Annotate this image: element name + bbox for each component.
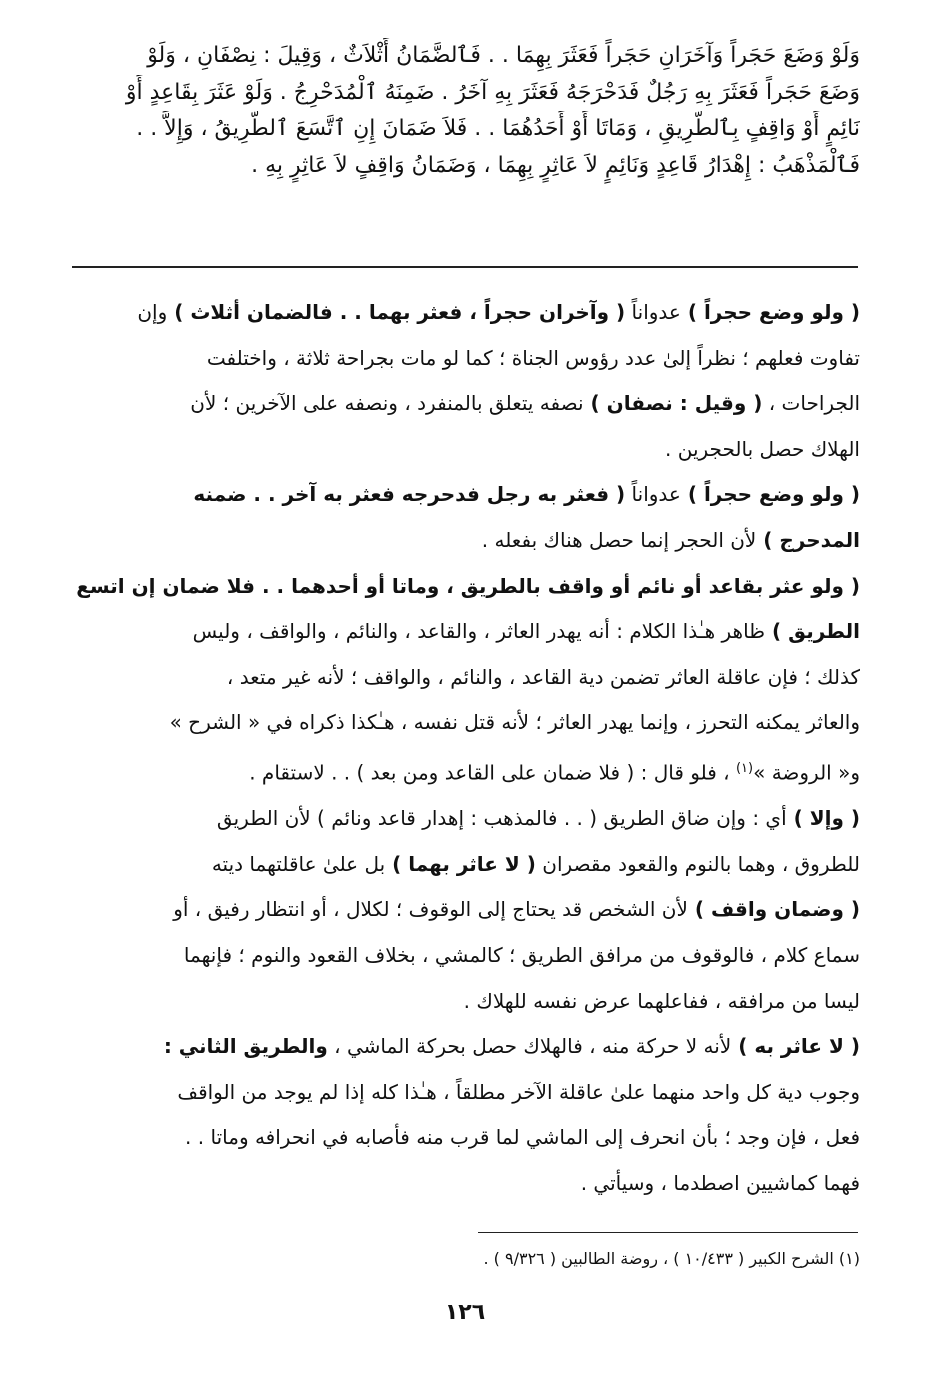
quoted-matn: ( وآخران حجراً ، فعثر بهما . . فالضمان أثلاث ) bbox=[167, 300, 626, 324]
commentary-text: لأن الشخص قد يحتاج إلى الوقوف ؛ لكلال ، أو انتظار رفيق ، أو bbox=[173, 897, 688, 922]
footnote: (١) الشرح الكبير ( ١٠/٤٣٣ ) ، روضة الطالبين ( ٩/٣٢٦ ) . bbox=[483, 1249, 860, 1268]
text-line: فهما كماشيين اصطدما ، وسيأتي . bbox=[580, 1170, 860, 1195]
commentary-text: وإن bbox=[137, 300, 168, 324]
matn-line: وَلَوْ وَضَعَ حَجَراً وَآخَرَانِ حَجَراً فَعَثَرَ بِهِمَا . . فَٱلضَّمَانُ أَثْلاَثٌ ، وَقِيلَ : نِصْفَانِ ، وَلَوْ bbox=[147, 43, 860, 68]
quoted-matn: الطريق ) bbox=[765, 619, 860, 644]
commentary-text: ، فلو قال : ( فلا ضمان على القاعد ومن بعد ) . . لاستقام . bbox=[249, 760, 736, 785]
text-line: وجوب دية كل واحد منهما علىٰ عاقلة الآخر مطلقاً ، هـٰذا كله إذا لم يوجد من الواقف bbox=[177, 1079, 860, 1104]
paragraph bbox=[70, 472, 860, 563]
page-number: ١٢٦ bbox=[444, 1300, 486, 1325]
page bbox=[70, 38, 860, 1325]
commentary-text: ظاهر هـٰذا الكلام : أنه يهدر العاثر ، والقاعد ، والنائم ، والواقف ، وليس bbox=[192, 619, 766, 644]
commentary-text: نصفه يتعلق بالمنفرد ، ونصفه على الآخرين ؛ لأن bbox=[190, 391, 584, 416]
text-line bbox=[70, 746, 860, 796]
text-line: الهلاك حصل بالحجرين . bbox=[665, 436, 860, 461]
text-line bbox=[70, 887, 860, 933]
paragraph bbox=[70, 1024, 860, 1206]
text-line bbox=[70, 472, 860, 518]
paragraph bbox=[70, 796, 860, 1024]
text-line bbox=[70, 796, 860, 842]
quoted-matn: ( وقيل : نصفان ) bbox=[583, 391, 763, 416]
commentary-text: عدواناً bbox=[625, 300, 681, 324]
text-line: تفاوت فعلهم ؛ نظراً إلىٰ عدد رؤوس الجناة ؛ كما لو مات بجراحة ثلاثة ، واختلفت bbox=[206, 345, 860, 370]
quoted-matn: ( ولو وضع حجراً ) bbox=[680, 482, 860, 507]
text-line bbox=[70, 518, 860, 564]
quoted-matn: ( ولو وضع حجراً ) bbox=[680, 300, 860, 324]
commentary-text: الجراحات ، bbox=[762, 391, 860, 416]
quoted-matn: ( لا عاثر بهما ) bbox=[385, 851, 536, 876]
quoted-matn: ( فعثر به رجل فدحرجه فعثر به آخر . . ضمنه bbox=[193, 482, 626, 507]
footnote-divider bbox=[478, 1232, 858, 1233]
matn-line: فَٱلْمَذْهَبُ : إِهْدَارُ قَاعِدٍ وَنَائِمٍ لاَ عَاثِرٍ بِهِمَا ، وَضَمَانُ وَاقِفٍ لاَ عَاثِرٍ بِهِ . bbox=[251, 152, 860, 178]
section-divider bbox=[72, 266, 858, 268]
text-line bbox=[70, 842, 860, 888]
matn-line: نَائِمٍ أَوْ وَاقِفٍ بِٱلطَّرِيقِ ، وَمَاتَا أَوْ أَحَدُهُمَا . . فَلاَ ضَمَانَ إِنِ ٱتَّسَعَ ٱلطَّرِيقُ ، وَإِلاَّ . . bbox=[136, 116, 860, 141]
text-line bbox=[70, 290, 860, 336]
text-line: ( ولو عثر بقاعد أو نائم أو واقف بالطريق ، وماتا أو أحدهما . . فلا ضمان إن اتسع bbox=[76, 573, 860, 598]
commentary-text: و« الروضة » bbox=[753, 760, 860, 785]
text-line: كذلك ؛ فإن عاقلة العاثر تضمن دية القاعد ، والنائم ، والواقف ؛ لأنه غير متعد ، bbox=[226, 664, 860, 689]
quoted-matn: والطريق الثاني : bbox=[163, 1034, 328, 1059]
commentary-text: لأن الحجر إنما حصل هناك بفعله . bbox=[481, 527, 757, 552]
text-line: ليسا من مرافقه ، ففاعلهما عرض نفسه للهلاك . bbox=[463, 988, 860, 1013]
commentary-text: بل علىٰ عاقلتهما ديته bbox=[211, 851, 386, 876]
text-line: والعاثر يمكنه التحرز ، وإنما يهدر العاثر ؛ لأنه قتل نفسه ، هـٰكذا ذكراه في « الشرح » bbox=[169, 710, 860, 735]
text-line bbox=[70, 381, 860, 427]
commentary-text: لأنه لا حركة منه ، فالهلاك حصل بحركة الماشي ، bbox=[327, 1034, 732, 1059]
commentary-text: أي : وإن ضاق الطريق ( . . فالمذهب : إهدار قاعد ونائم ) لأن الطريق bbox=[216, 806, 787, 831]
text-line: سماع كلام ، فالوقوف من مرافق الطريق ؛ كالمشي ، بخلاف القعود والنوم ؛ فإنهما bbox=[183, 942, 860, 967]
sharh-commentary bbox=[70, 290, 860, 1207]
text-line: فعل ، فإن وجد ؛ بأن انحرف إلى الماشي لما قرب منه فأصابه في انحرافه وماتا . . bbox=[185, 1125, 860, 1150]
paragraph bbox=[70, 290, 860, 472]
commentary-text: للطروق ، وهما بالنوم والقعود مقصران bbox=[535, 851, 860, 876]
quoted-matn: ( وإلا ) bbox=[786, 806, 860, 831]
text-line bbox=[70, 1024, 860, 1070]
matn-text bbox=[70, 38, 860, 234]
quoted-matn: ( وضمان واقف ) bbox=[687, 897, 860, 922]
paragraph bbox=[70, 564, 860, 797]
footnote-marker[interactable]: (١) bbox=[735, 760, 754, 776]
commentary-text: عدواناً bbox=[625, 482, 681, 507]
text-line bbox=[70, 609, 860, 655]
quoted-matn: المدحرج ) bbox=[756, 527, 860, 552]
quoted-matn: ( لا عاثر به ) bbox=[731, 1034, 860, 1059]
matn-line: وَضَعَ حَجَراً فَعَثَرَ بِهِ رَجُلٌ فَدَحْرَجَهُ فَعَثَرَ بِهِ آخَرُ . ضَمِنَهُ ٱلْمُدَحْرِجُ . وَلَوْ عَثَرَ بِقَاعِدٍ أَوْ bbox=[125, 79, 860, 105]
